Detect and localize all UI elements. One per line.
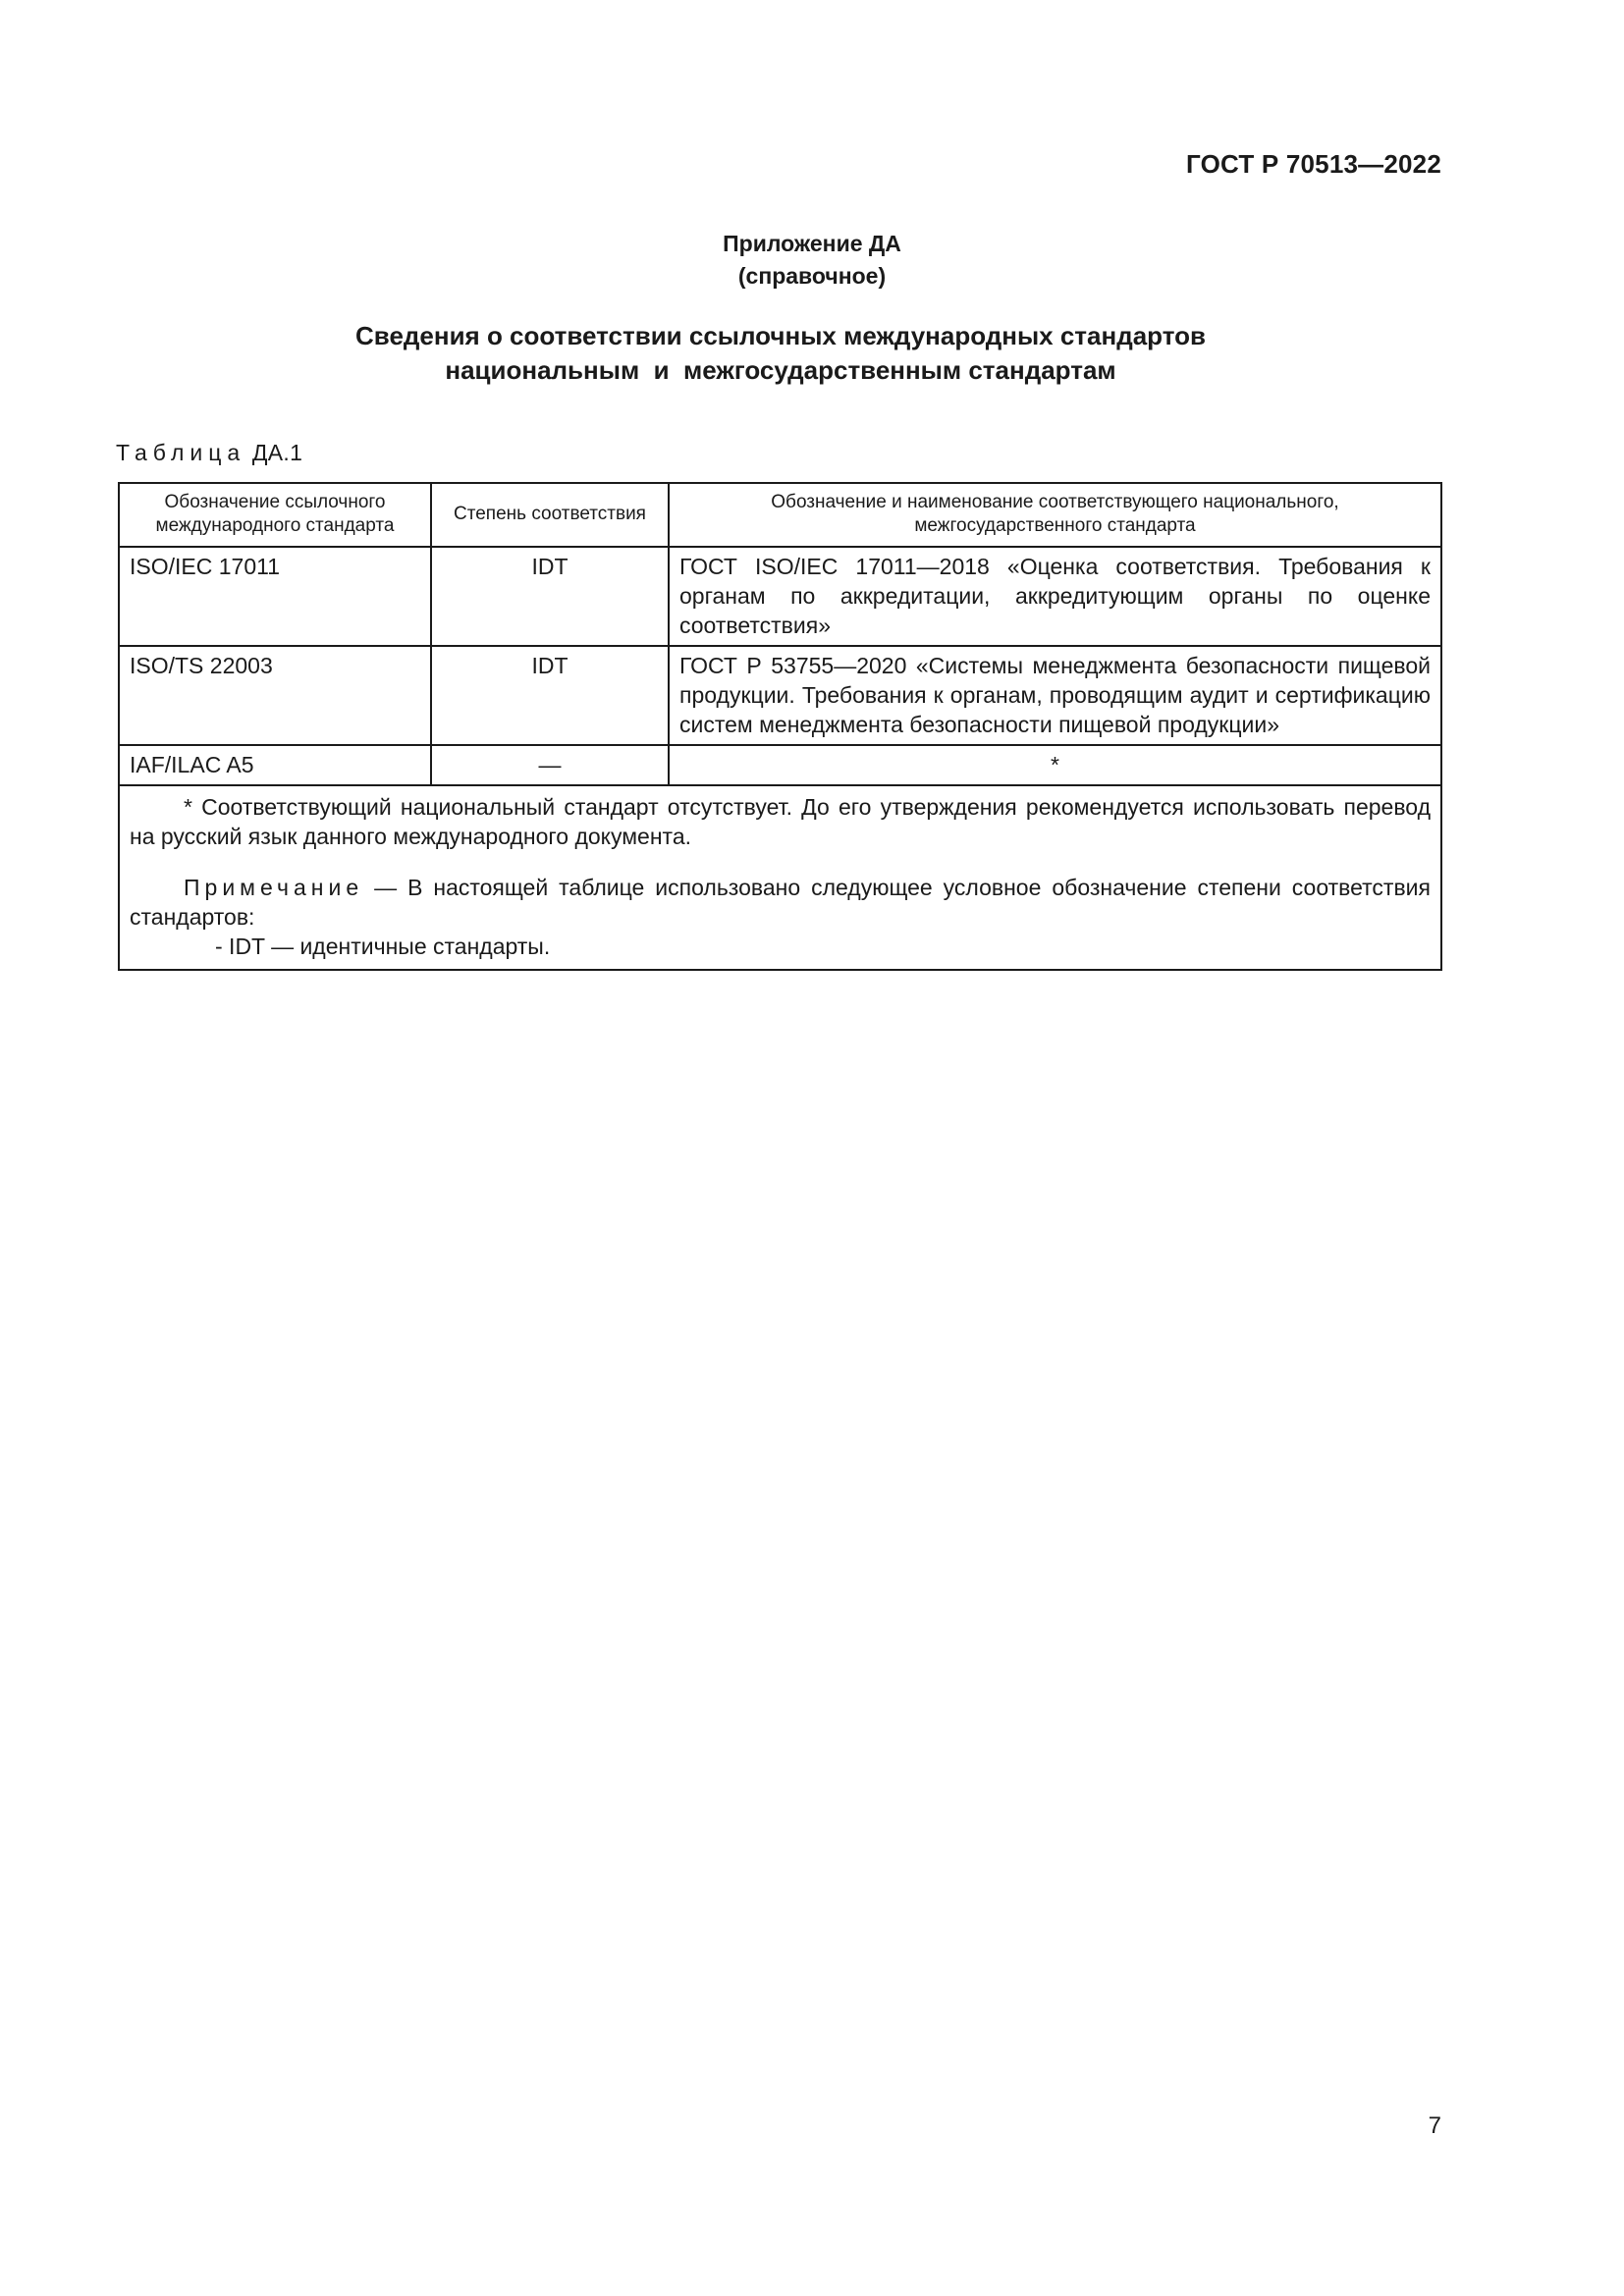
note-list-item: - IDT — идентичные стандарты.	[215, 934, 551, 959]
cell-degree: —	[431, 745, 669, 785]
appendix-label: Приложение ДА	[723, 231, 901, 256]
appendix-subtitle: (справочное)	[737, 263, 887, 289]
cell-international-code: ISO/TS 22003	[119, 646, 431, 745]
appendix-heading	[0, 228, 1624, 293]
title-line-1: Сведения о соответствии ссылочных международных стандартов	[355, 321, 1206, 350]
table-note	[130, 873, 1431, 932]
note-text: — В настоящей таблице использовано следующее условное обозначение степени соответствия стандартов:	[130, 875, 1431, 930]
cell-national-standard: *	[669, 745, 1441, 785]
title-line-2: национальным и межгосударственным стандартам	[445, 355, 1116, 385]
cell-international-code: IAF/ILAC A5	[119, 745, 431, 785]
cell-degree: IDT	[431, 547, 669, 646]
table-footer-row	[119, 785, 1441, 970]
document-code: ГОСТ Р 70513—2022	[1186, 149, 1441, 179]
cell-international-code: ISO/IEC 17011	[119, 547, 431, 646]
note-label: Примечание	[184, 875, 364, 900]
table-footnote: * Соответствующий национальный стандарт отсутствует. До его утверждения рекомендуется использовать перевод на русский язык данного международного документа.	[130, 794, 1431, 849]
header-international-standard: Обозначение ссылочного международного стандарта	[119, 483, 431, 547]
table-header-row	[119, 483, 1441, 547]
table-row	[119, 547, 1441, 646]
cell-degree: IDT	[431, 646, 669, 745]
standards-table	[118, 482, 1442, 971]
table-notes	[119, 785, 1441, 970]
table-row	[119, 745, 1441, 785]
header-degree: Степень соответствия	[431, 483, 669, 547]
cell-national-standard: ГОСТ ISO/IEC 17011—2018 «Оценка соответствия. Требования к органам по аккредитации, аккредитующим органы по оценке соответствия»	[669, 547, 1441, 646]
cell-national-standard: ГОСТ Р 53755—2020 «Системы менеджмента безопасности пищевой продукции. Требования к органам, проводящим аудит и сертификацию систем менеджмента безопасности пищевой продукции»	[669, 646, 1441, 745]
table-caption-word: Таблица	[116, 440, 246, 465]
table-caption-number: ДА.1	[251, 440, 303, 465]
appendix-title	[0, 319, 1561, 388]
header-national-standard: Обозначение и наименование соответствующего национального, межгосударственного стандарта	[669, 483, 1441, 547]
page-number: 7	[1428, 2112, 1441, 2139]
table-caption	[116, 440, 302, 466]
table-row	[119, 646, 1441, 745]
